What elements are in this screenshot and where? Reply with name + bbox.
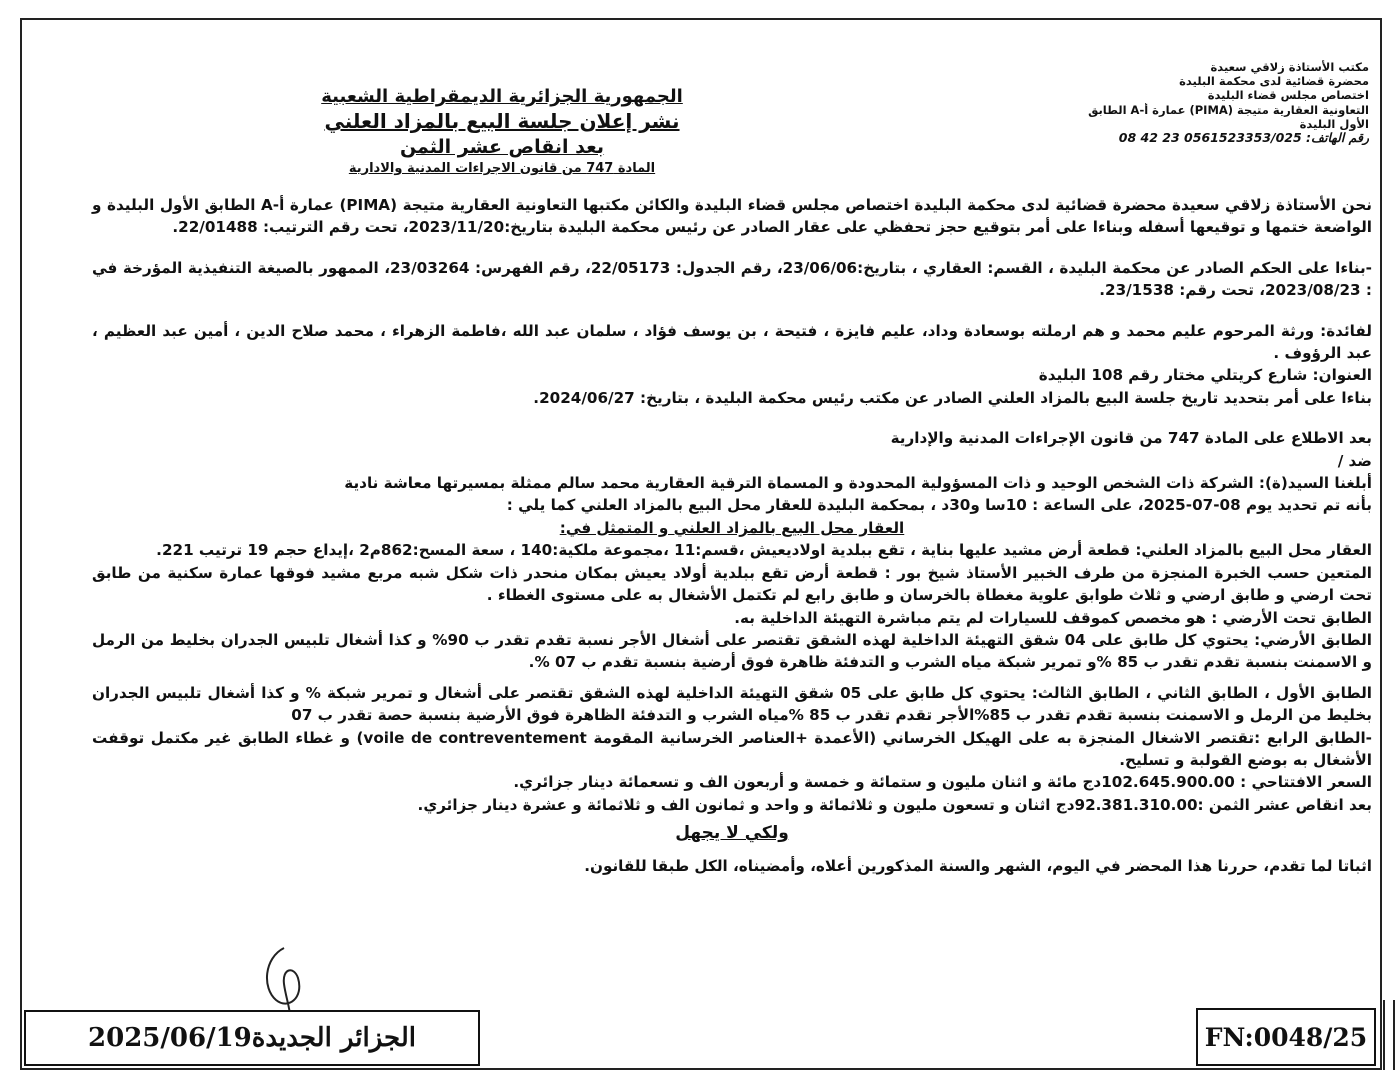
notice-body <box>92 194 1372 877</box>
document-page <box>20 18 1382 1070</box>
office-line: التعاونية العقارية متيجة (PIMA) عمارة أ-A الطابق <box>1088 102 1369 117</box>
paragraph-address: العنوان: شارع كريتلي مختار رقم 108 البليدة <box>1038 366 1372 385</box>
office-line: اختصاص مجلس قضاء البليدة <box>1207 88 1369 103</box>
paragraph-date: بأنه تم تحديد يوم 08-07-2025، على الساعة : 10سا و30د ، بمحكمة البليدة للعقار محل البيع بالمزاد العلني كما يلي : <box>506 496 1372 515</box>
paragraph-reduced-price: بعد انقاص عشر الثمن :92.381.310.00دج اثنان و تسعون مليون و ثلاثمائة و واحد و ثمانون الف و ثلاثمائة و عشرة دينار جزائري. <box>417 795 1372 814</box>
paragraph-property: العقار محل البيع بالمزاد العلني: قطعة أرض مشيد عليها بناية ، تقع ببلدية اولاديعيش ،قسم:11 ،مجموعة ملكية:140 ، سعة المسح:862م2 ،إيداع حجم 19 ترتيب 221. <box>156 541 1372 560</box>
notice-title: نشر إعلان جلسة البيع بالمزاد العلني <box>324 109 680 133</box>
notice-subtitle: بعد انقاص عشر الثمن <box>399 136 605 158</box>
legal-article: المادة 747 من قانون الاجراءات المدنية والادارية <box>348 161 656 176</box>
office-line: مكتب الأستاذة زلاقي سعيدة <box>1210 60 1369 74</box>
paragraph-ground-floor: الطابق الأرضي: يحتوي كل طابق على 04 شقق التهيئة الداخلية لهذه الشقق تقتصر على أشغال الأجر نسبة تقدم تقدر ب 90% و كذا أشغال تلبيس الجدران بخليط من الرمل و الاسمنت بنسبة تقدم تقدر ب 85 %و تمرير شبكة مياه الشرب و التدفئة ظاهرة فوق أرضية بنسبة تقدم ب 07 %. <box>92 630 1372 672</box>
paragraph-closing: اثباتا لما تقدم، حررنا هذا المحضر في اليوم، الشهر والسنة المذكورين أعلاه، وأمضيناه، الكل طبقا للقانون. <box>584 856 1372 875</box>
office-line: محضرة قضائية لدى محكمة البليدة <box>1179 74 1369 89</box>
reference-box <box>1196 1008 1376 1066</box>
newspaper-box <box>24 1010 480 1066</box>
paragraph-beneficiaries: لفائدة: ورثة المرحوم عليم محمد و هم ارملته بوسعادة وداد، عليم فايزة ، فتيحة ، بن يوسف فؤاد ، سلمان عبد الله ،فاطمة الزهراء ، محمد صلاح الدين ، أمين عبد العظيم ، عبد الرؤوف . <box>92 321 1372 363</box>
document-header <box>252 86 752 178</box>
paragraph-expertise: المتعين حسب الخبرة المنجزة من طرف الخبير الأستاذ شيخ بور : قطعة أرض تقع ببلدية أولاد يعيش بمكان منحدر ذات شكل شبه مربع مشيد فوقها عمارة سكنية من طابق تحت ارضي و طابق ارضي و ثلاث طوابق علوية مغطاة بالخرسان و طابق رابع لم تكتمل الأشغال به على مستوى الغطاء . <box>92 563 1372 605</box>
paragraph-article: بعد الاطلاع على المادة 747 من قانون الإجراءات المدنية والإدارية <box>890 429 1372 448</box>
paragraph-basement: الطابق تحت الأرضي : هو مخصص كموقف للسيارات لم يتم مباشرة التهيئة الداخلية به. <box>734 608 1372 627</box>
paragraph-property-heading: العقار محل البيع بالمزاد العلني و المتمثل في: <box>559 518 905 537</box>
edge-mark <box>1383 1000 1395 1070</box>
reference-number: FN:0048/25 <box>1204 1022 1368 1052</box>
paragraph-order: بناءا على أمر بتحديد تاريخ جلسة البيع بالمزاد العلني الصادر عن مكتب رئيس محكمة البليدة ، بتاريخ: 2024/06/27. <box>533 388 1372 407</box>
paragraph-intro: نحن الأستاذة زلاقي سعيدة محضرة قضائية لدى محكمة البليدة اختصاص مجلس قضاء البليدة والكائن مكتبها التعاونية العقارية متيجة (PIMA) عمارة أ-A الطابق الأول البليدة و الواضعة ختمها و توقيعها أسفله وبناءا على أمر بتوقيع حجز تحفظي على عقار الصادر عن رئيس محكمة البليدة بتاريخ:2023/11/20، تحت رقم الترتيب: 22/01488. <box>92 196 1373 237</box>
paragraph-upper-floors: الطابق الأول ، الطابق الثاني ، الطابق الثالث: يحتوي كل طابق على 05 شقق التهيئة الداخلية لهذه الشقق تقتصر على أشغال و تمرير شبكة % و كذا أشغال تلبيس الجدران بخليط من الرمل و الاسمنت بنسبة تقدم تقدر ب 85%الأجر تقدم تقدر ب 85 %مياه الشرب و التدفئة الظاهرة فوق الأرضية بنسبة حصة تقدر ب 07 <box>92 683 1372 725</box>
office-phone: رقم الهاتف: 0561523353/025 23 42 08 <box>1118 131 1369 146</box>
bailiff-office-block <box>957 60 1369 145</box>
closing-title: ولكي لا يجهل <box>675 823 789 844</box>
republic-title: الجمهورية الجزائرية الديمقراطية الشعبية <box>321 86 683 107</box>
paragraph-notified: أبلغنا السيد(ة): الشركة ذات الشخص الوحيد و ذات المسؤولية المحدودة و المسماة الترقية العقارية محمد سالم ممثلة بمسيرتها معاشة نادية <box>344 474 1372 493</box>
newspaper-label: الجزائر الجديدة2025/06/19 <box>88 1023 416 1053</box>
paragraph-fourth-floor: -الطابق الرابع :تقتصر الاشغال المنجزة به على الهيكل الخرساني (الأعمدة +العناصر الخرسانية المقومة voile de contreventement) و غطاء الطابق غير مكتمل توقفت الأشغال به بوضع القولبة و تسليح. <box>92 728 1372 769</box>
paragraph-opening-price: السعر الافتتاحي : 102.645.900.00دج مائة و اثنان مليون و ستمائة و خمسة و أربعون الف و تسعمائة دينار جزائري. <box>513 773 1372 792</box>
paragraph-against: ضد / <box>1337 451 1372 470</box>
paragraph-judgment: -بناءا على الحكم الصادر عن محكمة البليدة ، القسم: العقاري ، بتاريخ:23/06/06، رقم الجدول: 22/05173، رقم الفهرس: 23/03264، الممهور بالصيغة التنفيذية المؤرخة في : 2023/08/23، تحت رقم: 23/1538. <box>92 258 1372 300</box>
office-line: الأول البليدة <box>1299 116 1369 131</box>
